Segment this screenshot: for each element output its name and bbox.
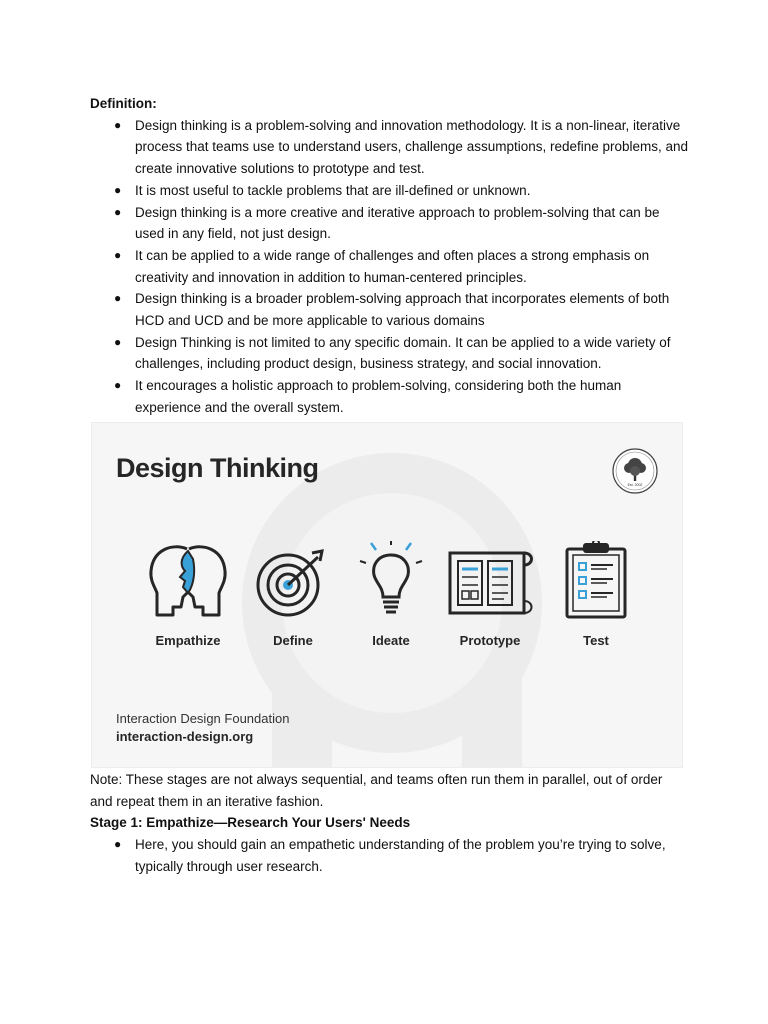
- list-item: [90, 288, 690, 331]
- stage-label: Ideate: [372, 633, 410, 648]
- definition-section: [90, 93, 690, 419]
- list-item-text: It is most useful to tackle problems that are ill-defined or unknown.: [135, 182, 531, 198]
- definition-list: [90, 115, 690, 419]
- list-item: [90, 202, 690, 245]
- note-text: Note: These stages are not always sequential, and teams often run them in parallel, out of order and repeat them in an iterative fashion.: [90, 772, 663, 809]
- stage-label: Test: [583, 633, 609, 648]
- bullet-icon: ●: [114, 182, 122, 197]
- stage-label: Empathize: [155, 633, 221, 648]
- bullet-icon: ●: [114, 837, 122, 852]
- logo-text: Est. 2002: [627, 483, 643, 487]
- figure-title: Design Thinking: [116, 453, 319, 483]
- bullet-icon: ●: [114, 291, 122, 306]
- list-item: [90, 375, 690, 418]
- bullet-icon: ●: [114, 204, 122, 219]
- bullet-icon: ●: [114, 247, 122, 262]
- stage-define: [238, 541, 348, 648]
- list-item: [90, 834, 680, 877]
- list-item-text: Design thinking is a broader problem-solving approach that incorporates elements of both HCD and UCD and be more applicable to various domains: [135, 291, 670, 329]
- stage-label: Prototype: [459, 633, 521, 648]
- bullet-icon: ●: [114, 117, 122, 132]
- list-item-text: Here, you should gain an empathetic understanding of the problem you’re trying to solve, typically through user research.: [135, 837, 666, 874]
- heads-icon: [143, 541, 233, 621]
- stage1-list: [90, 834, 680, 877]
- list-item: [90, 245, 690, 288]
- bullet-icon: ●: [114, 378, 122, 393]
- design-thinking-figure: [91, 422, 683, 768]
- stage-prototype: [435, 541, 545, 648]
- stage-test: [541, 541, 651, 648]
- list-item: [90, 115, 690, 180]
- list-item-text: It encourages a holistic approach to problem-solving, considering both the human experience and the overall system.: [135, 378, 622, 415]
- blueprint-icon: [442, 541, 538, 621]
- clipboard-icon: [551, 541, 641, 621]
- list-item: [90, 332, 690, 375]
- target-icon: [248, 541, 338, 621]
- stage-label: Define: [273, 633, 313, 648]
- list-item: [90, 180, 690, 202]
- org-name: Interaction Design Foundation: [116, 711, 290, 726]
- list-item-text: Design thinking is a more creative and iterative approach to problem-solving that can be used in any field, not just design.: [135, 204, 660, 242]
- tree-logo-icon: [611, 447, 659, 495]
- definition-heading: Definition:: [90, 96, 157, 111]
- stage1-heading: Stage 1: Empathize—Research Your Users' Needs: [90, 815, 411, 831]
- stages-section: [90, 769, 680, 878]
- list-item-text: Design Thinking is not limited to any specific domain. It can be applied to a wide variety of challenges, including product design, business strategy, and social innovation.: [135, 334, 671, 372]
- stage-empathize: [133, 541, 243, 648]
- list-item-text: Design thinking is a problem-solving and innovation methodology. It is a non-linear, iterative process that teams use to understand users, challenge assumptions, redefine problems, and create innovative solutions to prototype and test.: [135, 117, 689, 177]
- org-url: interaction-design.org: [116, 729, 254, 744]
- stage-ideate: [336, 541, 446, 648]
- list-item-text: It can be applied to a wide range of challenges and often places a strong emphasis on creativity and innovation in addition to human-centered principles.: [135, 247, 650, 285]
- bullet-icon: ●: [114, 334, 122, 349]
- lightbulb-icon: [346, 541, 436, 621]
